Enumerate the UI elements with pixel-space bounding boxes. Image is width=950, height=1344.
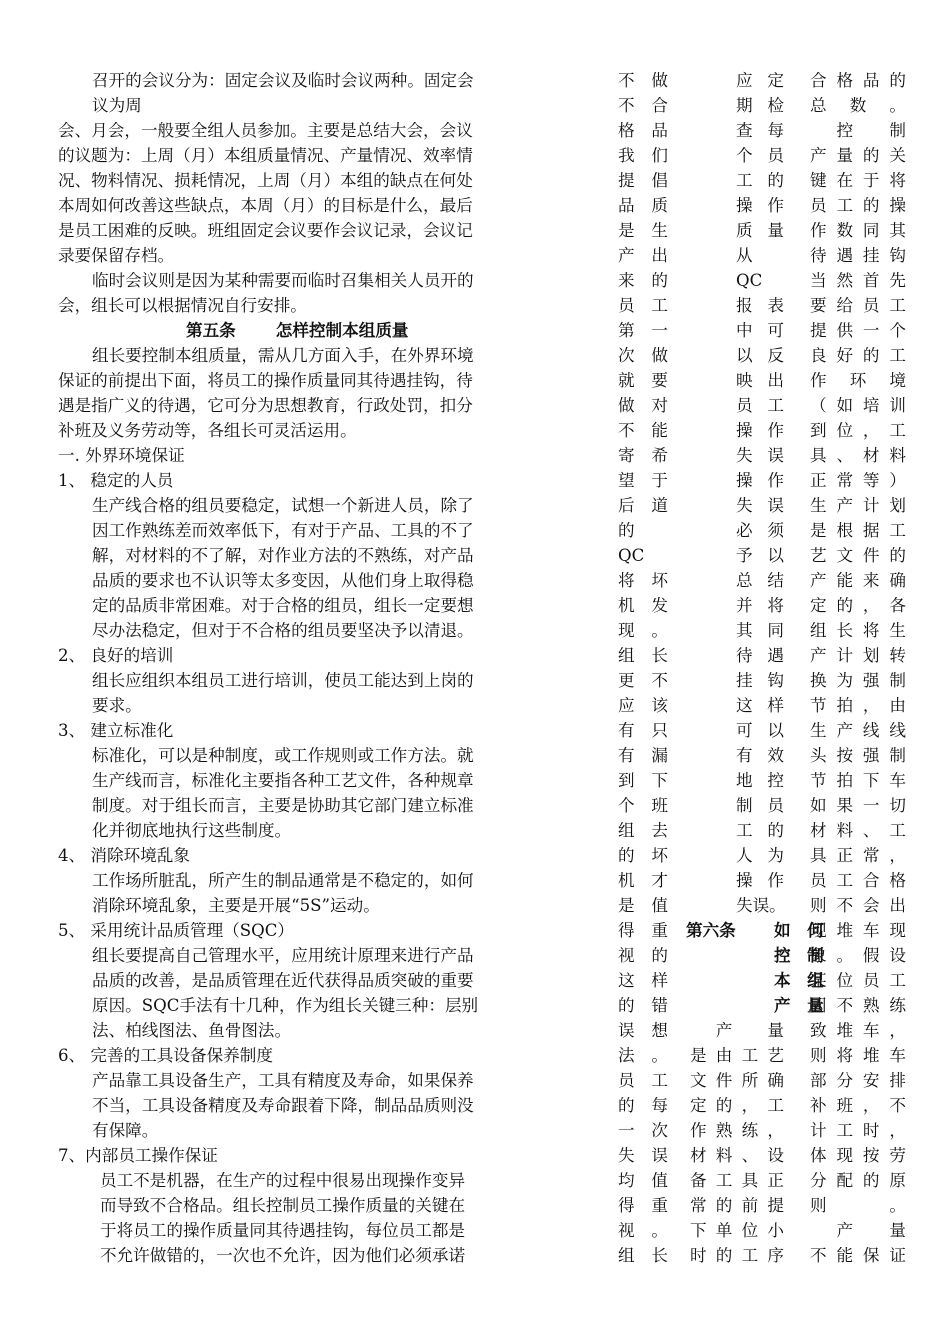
column-line: 节拍下车 bbox=[810, 771, 906, 790]
column-line: 工的 bbox=[736, 171, 784, 190]
column-line: 合格品的 bbox=[810, 71, 906, 90]
column-line: 头按强制 bbox=[810, 746, 906, 765]
column-line: 良好的工 bbox=[810, 346, 906, 365]
column-line: 不合 bbox=[618, 96, 668, 115]
column-line: 到下 bbox=[618, 771, 668, 790]
column-line: 产计划转 bbox=[810, 646, 906, 665]
column-line: 并将 bbox=[736, 596, 784, 615]
text-line: 有保障。 bbox=[92, 1121, 159, 1140]
column-line: 地控 bbox=[736, 771, 784, 790]
column-line: 则将堆车 bbox=[810, 1046, 906, 1065]
column-line: 以反 bbox=[736, 346, 784, 365]
right-column-b bbox=[736, 68, 784, 918]
text-line bbox=[58, 318, 536, 343]
column-line: 产能来确 bbox=[810, 571, 906, 590]
text-line: 召开的会议分为：固定会议及临时会议两种。固定会 bbox=[92, 71, 474, 90]
column-line: 员工 bbox=[618, 296, 668, 315]
column-line: 是值 bbox=[618, 896, 668, 915]
column-line: 员工的操 bbox=[810, 196, 906, 215]
text-line: 工作场所脏乱，所产生的制品通常是不稳定的，如何 bbox=[92, 871, 474, 890]
section-6-body bbox=[690, 1018, 784, 1268]
column-line: 产量的关 bbox=[810, 146, 906, 165]
column-line: QC bbox=[618, 546, 645, 565]
section-6-number: 第六条 bbox=[686, 920, 736, 940]
column-line: 一次 bbox=[618, 1121, 668, 1140]
column-line: 则不会出 bbox=[810, 896, 906, 915]
text-line: 2、 良好的培训 bbox=[58, 646, 174, 665]
column-line: 将坏 bbox=[618, 571, 668, 590]
section-title: 怎样控制本组质量 bbox=[275, 320, 409, 340]
text-line: 标准化，可以是种制度，或工作规则或工作方法。就 bbox=[92, 746, 474, 765]
text-line: 化并彻底地执行这些制度。 bbox=[92, 821, 292, 840]
text-line: 补班及义务劳动等，各组长可灵活运用。 bbox=[58, 421, 357, 440]
column-line: 失误。 bbox=[736, 896, 786, 915]
column-line: 报表 bbox=[736, 296, 784, 315]
column-line: 待遇 bbox=[736, 646, 784, 665]
text-line: 录要保留存档。 bbox=[58, 246, 175, 265]
section-6-title-line: 产 量 bbox=[774, 995, 824, 1015]
column-line: 有效 bbox=[736, 746, 784, 765]
text-line: 临时会议则是因为某种需要而临时召集相关人员开的 bbox=[92, 271, 474, 290]
column-line: 就要 bbox=[618, 371, 668, 390]
column-line: 键在于将 bbox=[810, 171, 906, 190]
text-line: 3、 建立标准化 bbox=[58, 721, 174, 740]
column-line: 换为强制 bbox=[810, 671, 906, 690]
text-line: 制度。对于组长而言，主要是协助其它部门建立标准 bbox=[92, 796, 474, 815]
text-line: 议为周 bbox=[92, 96, 142, 115]
column-line: 可以 bbox=[736, 721, 784, 740]
column-line: 失误 bbox=[736, 496, 784, 515]
column-line: 后道 bbox=[618, 496, 668, 515]
column-line: 机发 bbox=[618, 596, 668, 615]
column-line: 的坏 bbox=[618, 846, 668, 865]
section-6-title-line: 如 何 bbox=[774, 920, 824, 940]
column-line: 部分安排 bbox=[810, 1071, 906, 1090]
text-line: 4、 消除环境乱象 bbox=[58, 846, 190, 865]
column-line: 致堆车， bbox=[810, 1021, 906, 1040]
column-line: 工的 bbox=[736, 821, 784, 840]
column-line: 其同 bbox=[736, 621, 784, 640]
column-line: 法。 bbox=[618, 1046, 668, 1065]
column-line: 组长 bbox=[618, 1246, 668, 1265]
column-line: 总结 bbox=[736, 571, 784, 590]
column-line: 分配的原 bbox=[810, 1171, 906, 1190]
text-line: 定的品质非常困难。对于合格的组员，组长一定要想 bbox=[92, 596, 474, 615]
column-line: 格品 bbox=[618, 121, 668, 140]
text-line: 员工不是机器，在生产的过程中很易出现操作变异 bbox=[100, 1171, 466, 1190]
column-line: 必须 bbox=[736, 521, 784, 540]
column-line: 作熟练， bbox=[690, 1121, 784, 1140]
column-line: 作数同其 bbox=[810, 221, 906, 240]
column-line: 人为 bbox=[736, 846, 784, 865]
column-line: 要给员工 bbox=[810, 296, 906, 315]
column-line: 有只 bbox=[618, 721, 668, 740]
text-line: 生产线合格的组员要稳定，试想一个新进人员，除了 bbox=[92, 496, 474, 515]
column-line: 个员 bbox=[736, 146, 784, 165]
section-number: 第五条 bbox=[186, 320, 236, 340]
column-line: 制员 bbox=[736, 796, 784, 815]
column-line: 望于 bbox=[618, 471, 668, 490]
text-line: 解，对材料的不了解，对作业方法的不熟练，对产品 bbox=[92, 546, 474, 565]
column-line: 具正常， bbox=[810, 846, 906, 865]
column-line: 的 bbox=[618, 521, 635, 540]
column-line: 这样 bbox=[618, 971, 668, 990]
column-line: 失误 bbox=[618, 1146, 668, 1165]
column-line: 总数。 bbox=[810, 96, 906, 115]
section-6-title-line: 本 组 bbox=[774, 970, 824, 990]
column-line: 第一 bbox=[618, 321, 668, 340]
column-line: 品质 bbox=[618, 196, 668, 215]
column-line: 节拍，由 bbox=[810, 696, 906, 715]
text-line: 一. 外界环境保证 bbox=[58, 446, 185, 465]
column-line: 作 环 境 bbox=[810, 371, 906, 390]
column-line: 中可 bbox=[736, 321, 784, 340]
column-line: QC bbox=[736, 271, 763, 290]
text-line: 5、 采用统计品质管理（SQC） bbox=[58, 921, 295, 940]
column-line: 视的 bbox=[618, 946, 668, 965]
column-line: 员工 bbox=[618, 1071, 668, 1090]
column-line: 应该 bbox=[618, 696, 668, 715]
column-line: 计工时， bbox=[810, 1121, 906, 1140]
column-line: 产 量 bbox=[810, 1221, 906, 1240]
text-line: 1、 稳定的人员 bbox=[58, 471, 174, 490]
column-line: 误想 bbox=[618, 1021, 668, 1040]
column-line: 来的 bbox=[618, 271, 668, 290]
text-line: 产品靠工具设备生产，工具有精度及寿命，如果保养 bbox=[92, 1071, 474, 1090]
text-line: 保证的前提出下面，将员工的操作质量同其待遇挂钩，待 bbox=[58, 371, 473, 390]
column-line: 时的工序 bbox=[690, 1246, 784, 1265]
text-line: 会，组长可以根据情况自行安排。 bbox=[58, 296, 307, 315]
column-line: 的错 bbox=[618, 996, 668, 1015]
text-line: 况、物料情况、损耗情况，上周（月）本组的缺点在何处 bbox=[58, 171, 473, 190]
column-line: 员工 bbox=[736, 396, 784, 415]
column-line: 组去 bbox=[618, 821, 668, 840]
left-column bbox=[58, 68, 536, 1268]
column-line: 定的，各 bbox=[810, 596, 906, 615]
column-line: 操作 bbox=[736, 421, 784, 440]
column-line: 均值 bbox=[618, 1171, 668, 1190]
column-line: 待遇挂钩 bbox=[810, 246, 906, 265]
column-line: 生产计划 bbox=[810, 496, 906, 515]
text-line: 要求。 bbox=[92, 696, 142, 715]
text-line: 于将员工的操作质量同其待遇挂钩，每位员工都是 bbox=[100, 1221, 466, 1240]
text-line: 生产线而言，标准化主要指各种工艺文件，各种规章 bbox=[92, 771, 474, 790]
column-line: 提倡 bbox=[618, 171, 668, 190]
column-line: 更不 bbox=[618, 671, 668, 690]
column-line: 现堆车现 bbox=[810, 921, 906, 940]
column-line: 是生 bbox=[618, 221, 668, 240]
column-line: 生产线线 bbox=[810, 721, 906, 740]
column-line: 从 bbox=[736, 246, 753, 265]
column-line: 不能 bbox=[618, 421, 668, 440]
column-line: 有漏 bbox=[618, 746, 668, 765]
column-line: 予以 bbox=[736, 546, 784, 565]
text-line: 组长要提高自己管理水平，应用统计原理来进行产品 bbox=[92, 946, 474, 965]
text-line: 法、柏线图法、鱼骨图法。 bbox=[92, 1021, 292, 1040]
column-line: 具、材料 bbox=[810, 446, 906, 465]
text-line: 不当，工具设备精度及寿命跟着下降，制品品质则没 bbox=[92, 1096, 474, 1115]
column-line: 当然首先 bbox=[810, 271, 906, 290]
column-line: 文件所确 bbox=[690, 1071, 784, 1090]
column-line: 做对 bbox=[618, 396, 668, 415]
text-line: 是员工困难的反映。班组固定会议要作会议记录，会议记 bbox=[58, 221, 473, 240]
text-line: 的议题为：上周（月）本组质量情况、产量情况、效率情 bbox=[58, 146, 473, 165]
column-line: 得重 bbox=[618, 921, 668, 940]
column-line: 艺文件的 bbox=[810, 546, 906, 565]
text-line: 尽办法稳定，但对于不合格的组员要坚决予以清退。 bbox=[92, 621, 474, 640]
text-line: 6、 完善的工具设备保养制度 bbox=[58, 1046, 273, 1065]
column-line: 产出 bbox=[618, 246, 668, 265]
column-line: 操作 bbox=[736, 471, 784, 490]
text-line: 而导致不合格品。组长控制员工操作质量的关键在 bbox=[100, 1196, 466, 1215]
column-line: 映出 bbox=[736, 371, 784, 390]
column-line: 个班 bbox=[618, 796, 668, 815]
column-line: 如果一切 bbox=[810, 796, 906, 815]
column-line: 应定 bbox=[736, 71, 784, 90]
column-line: 材料、工 bbox=[810, 821, 906, 840]
column-line: 定的，工 bbox=[690, 1096, 784, 1115]
column-line: 我们 bbox=[618, 146, 668, 165]
column-line: 体现按劳 bbox=[810, 1146, 906, 1165]
text-line: 品质的要求也不认识等太多变因，从他们身上取得稳 bbox=[92, 571, 474, 590]
column-line: 某位员工 bbox=[810, 971, 906, 990]
column-line: 操作 bbox=[736, 871, 784, 890]
column-line: 得重 bbox=[618, 1196, 668, 1215]
column-line: （如培训 bbox=[810, 396, 906, 415]
column-line: 提供一个 bbox=[810, 321, 906, 340]
column-line: 次做 bbox=[618, 346, 668, 365]
column-line: 期检 bbox=[736, 96, 784, 115]
text-line: 遇是指广义的待遇，它可分为思想教育，行政处罚，扣分 bbox=[58, 396, 473, 415]
column-line: 失误 bbox=[736, 446, 784, 465]
text-line: 不允许做错的，一次也不允许，因为他们必须承诺 bbox=[100, 1246, 466, 1265]
column-line: 挂钩 bbox=[736, 671, 784, 690]
column-line: 现。 bbox=[618, 621, 668, 640]
section-6-title-line: 控 制 bbox=[774, 945, 824, 965]
column-line: 操作 bbox=[736, 196, 784, 215]
text-line: 本周如何改善这些缺点，本周（月）的目标是什么，最后 bbox=[58, 196, 473, 215]
text-line: 7、内部员工操作保证 bbox=[58, 1146, 218, 1165]
text-line: 原因。SQC手法有十几种，作为组长关键三种：层别 bbox=[92, 996, 479, 1015]
text-line: 消除环境乱象，主要是开展“5S”运动。 bbox=[92, 896, 380, 915]
text-line: 会、月会，一般要全组人员参加。主要是总结大会，会议 bbox=[58, 121, 473, 140]
column-line: 象。假设 bbox=[810, 946, 906, 965]
column-line: 是由工艺 bbox=[690, 1046, 784, 1065]
column-line: 质量 bbox=[736, 221, 784, 240]
column-line: 下单位小 bbox=[690, 1221, 784, 1240]
column-line: 不做 bbox=[618, 71, 668, 90]
column-line: 这样 bbox=[736, 696, 784, 715]
column-line: 机才 bbox=[618, 871, 668, 890]
column-line: 到位，工 bbox=[810, 421, 906, 440]
column-line: 材料、设 bbox=[690, 1146, 784, 1165]
text-line: 组长要控制本组质量，需从几方面入手，在外界环境 bbox=[92, 346, 474, 365]
column-line: 控 制 bbox=[810, 121, 906, 140]
text-line: 组长应组织本组员工进行培训，使员工能达到上岗的 bbox=[92, 671, 474, 690]
column-line: 寄希 bbox=[618, 446, 668, 465]
column-line: 视。 bbox=[618, 1221, 668, 1240]
right-column-c bbox=[810, 68, 906, 1268]
column-line: 备工具正 bbox=[690, 1171, 784, 1190]
text-line: 因工作熟练差而效率低下，有对于产品、工具的不了 bbox=[92, 521, 474, 540]
text-line: 品质的改善，是品质管理在近代获得品质突破的重要 bbox=[92, 971, 474, 990]
column-line: 常的前提 bbox=[690, 1196, 784, 1215]
column-line: 查每 bbox=[736, 121, 784, 140]
column-line: 产 量 bbox=[690, 1021, 784, 1040]
column-line: 因不熟练 bbox=[810, 996, 906, 1015]
column-line: 组长将生 bbox=[810, 621, 906, 640]
column-line: 则。 bbox=[810, 1196, 906, 1215]
column-line: 组长 bbox=[618, 646, 668, 665]
column-line: 的每 bbox=[618, 1096, 668, 1115]
column-line: 补班，不 bbox=[810, 1096, 906, 1115]
right-column-a bbox=[618, 68, 668, 1268]
section-6-title bbox=[774, 918, 822, 1018]
column-line: 是根据工 bbox=[810, 521, 906, 540]
column-line: 正常等） bbox=[810, 471, 906, 490]
column-line: 不能保证 bbox=[810, 1246, 906, 1265]
column-line: 员工合格 bbox=[810, 871, 906, 890]
